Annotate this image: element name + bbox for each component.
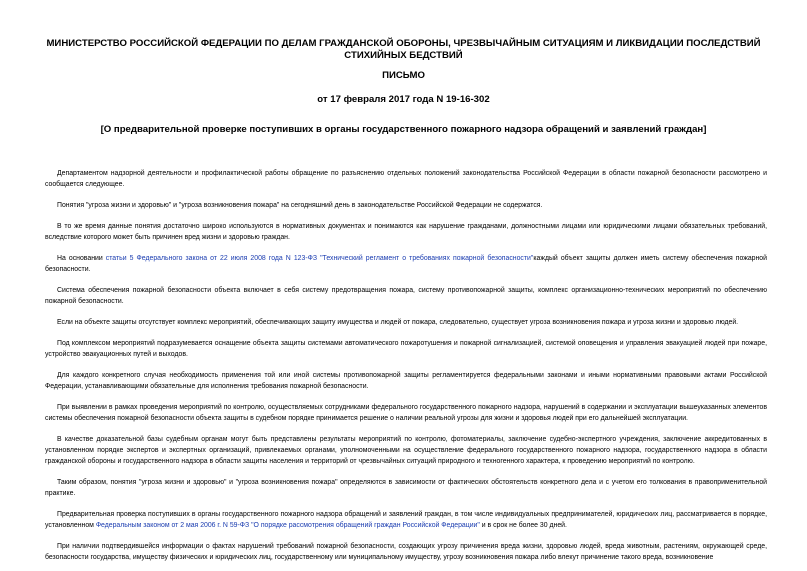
paragraph-text: и в срок не более 30 дней. <box>479 522 567 529</box>
document-date-number: от 17 февраля 2017 года N 19-16-302 <box>317 94 490 105</box>
paragraph-text: каждый объект защиты должен иметь систему обеспечения пожарной безопасности. <box>45 255 767 273</box>
document-kind: ПИСЬМО <box>382 70 425 81</box>
paragraph: Под комплексом мероприятий подразумевается оснащение объекта защиты системами автоматического пожаротушения и пожарной сигнализацией, системой оповещения и управления эвакуацией людей при пожаре, устройство эвакуационных путей и выходов. <box>45 340 767 358</box>
law-link-123-fz[interactable]: статьи 5 Федерального закона от 22 июля 2008 года N 123-ФЗ "Технический регламент о требованиях пожарной безопасности" <box>105 255 534 262</box>
issuing-organization: МИНИСТЕРСТВО РОССИЙСКОЙ ФЕДЕРАЦИИ ПО ДЕЛАМ ГРАЖДАНСКОЙ ОБОРОНЫ, ЧРЕЗВЫЧАЙНЫМ СИТУАЦИЯМ И ЛИКВИДАЦИИ ПОСЛЕДСТВИЙ СТИХИЙНЫХ БЕДСТВИЙ <box>46 38 761 61</box>
paragraph: В качестве доказательной базы судебным органам могут быть представлены результаты мероприятий по контролю, фотоматериалы, заключение судебно-экспертного учреждения, заключение аккредитованных в установленном порядке экспертов и экспертных организаций, привлекаемых органами, уполномоченными на осуществление федерального государственного пожарного надзора, государственного надзора в области гражданской обороны и государственного надзора в области защиты населения и территорий от чрезвычайных ситуаций природного и техногенного характера, к проведению мероприятий по контролю. <box>45 436 767 465</box>
law-link-59-fz[interactable]: Федеральным законом от 2 мая 2006 г. N 59-ФЗ "О порядке рассмотрения обращений граждан Российской Федерации" <box>95 522 480 529</box>
paragraph: Для каждого конкретного случая необходимость применения той или иной системы противопожарной защиты регламентируется федеральными законами и иными нормативными правовыми актами Российской Федерации, устанавливающими обязательные для исполнения требования пожарной безопасности. <box>45 372 767 390</box>
document-header <box>0 0 807 136</box>
paragraph: Система обеспечения пожарной безопасности объекта включает в себя систему предотвращения пожара, систему противопожарной защиты, комплекс организационно-технических мероприятий по обеспечению пожарной безопасности. <box>45 287 767 305</box>
paragraph: При наличии подтвердившейся информации о фактах нарушений требований пожарной безопасности, создающих угрозу причинения вреда жизни, здоровью людей, вреда животным, растениям, окружающей среде, безопасности государства, имуществу физических и юридических лиц, государственному или муниципальному имуществу, угрозу возникновения пожара либо влекут причинение такого вреда, возникновение <box>45 543 767 561</box>
paragraph: Департаментом надзорной деятельности и профилактической работы обращение по разъяснению отдельных положений законодательства Российской Федерации в области пожарной безопасности рассмотрено и сообщается следующее. <box>45 170 767 188</box>
document-subject: [О предварительной проверке поступивших в органы государственного пожарного надзора обращений и заявлений граждан] <box>100 124 707 135</box>
document-body <box>0 168 807 563</box>
paragraph: Понятия "угроза жизни и здоровью" и "угроза возникновения пожара" на сегодняшний день в законодательстве Российской Федерации не содержатся. <box>57 202 543 209</box>
paragraph: Таким образом, понятия "угроза жизни и здоровью" и "угроза возникновения пожара" определяются в зависимости от фактических обстоятельств конкретного дела и с учетом его толкования в правоприменительной практике. <box>45 479 767 497</box>
paragraph-with-link <box>45 253 767 275</box>
paragraph: В то же время данные понятия достаточно широко используются в нормативных документах и понимаются как нарушение гражданами, должностными лицами или юридическими лицами обязательных требований, вследствие которого может быть причинен вред жизни и здоровью граждан. <box>45 223 767 241</box>
paragraph: При выявлении в рамках проведения мероприятий по контролю, осуществляемых сотрудниками федерального государственного пожарного надзора, нарушений в содержании и эксплуатации вышеуказанных элементов системы обеспечения пожарной безопасности объекта защиты в судебном порядке принимается решение о наличии реальной угрозы для жизни и здоровья людей при его дальнейшей эксплуатации. <box>45 404 767 422</box>
paragraph-text: На основании <box>57 255 106 262</box>
paragraph: Если на объекте защиты отсутствует комплекс мероприятий, обеспечивающих защиту имущества и людей от пожара, следовательно, существует угроза возникновения пожара и угроза жизни и здоровью людей. <box>57 319 739 326</box>
paragraph-text: Предварительная проверка поступивших в органы государственного пожарного надзора обращений и заявлений граждан, в том числе индивидуальных предпринимателей, юридических лиц, рассматривается в порядке, установленном <box>45 511 767 529</box>
paragraph-with-link <box>45 509 767 531</box>
